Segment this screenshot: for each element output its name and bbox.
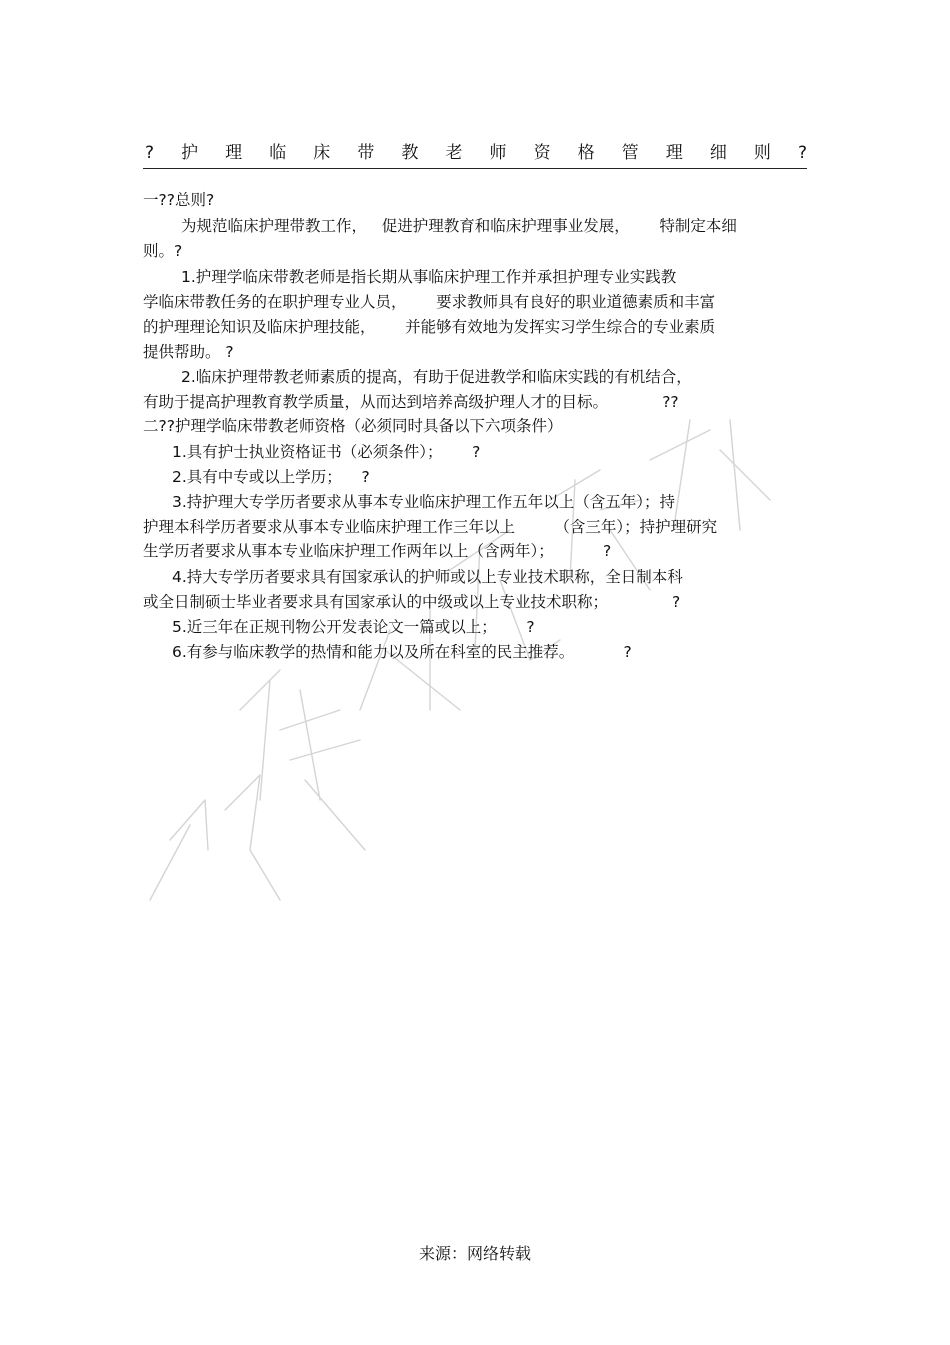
section-heading-general: 一??总则? [143,191,215,209]
title-char: 床 [313,143,331,163]
condition-3-line: 护理本科学历者要求从事本专业临床护理工作三年以上 （含三年）；持护理研究 [143,518,718,536]
condition-3-line: 生学历者要求从事本专业临床护理工作两年以上（含两年）； ? [143,542,612,560]
title-char: 理 [225,143,243,163]
title-char: ? [797,143,807,163]
section-heading-qualifications: 二??护理学临床带教老师资格（必须同时具备以下六项条件） [143,417,563,435]
title-char: 理 [665,143,683,163]
clause-2-line: 2.临床护理带教老师素质的提高，有助于促进教学和临床实践的有机结合， [181,368,692,386]
condition-1: 1.具有护士执业资格证书（必须条件）； ? [172,443,481,461]
condition-6: 6.有参与临床教学的热情和能力以及所在科室的民主推荐。 ? [172,643,632,661]
condition-5: 5.近三年在正规刊物公开发表论文一篇或以上； ? [172,618,535,636]
title-char: 资 [533,143,551,163]
condition-4-line: 4.持大专学历者要求具有国家承认的护师或以上专业技术职称，全日制本科 [172,568,683,586]
title-char: ? [145,143,155,163]
clause-1-line: 的护理理论知识及临床护理技能， 并能够有效地为发挥实习学生综合的专业素质 [143,318,716,336]
title-char: 临 [269,143,287,163]
title-char: 格 [577,143,595,163]
clause-1-line: 1.护理学临床带教老师是指长期从事临床护理工作并承担护理专业实践教 [181,268,677,286]
title-char: 则 [753,143,771,163]
title-char: 管 [621,143,639,163]
condition-3-line: 3.持护理大专学历者要求从事本专业临床护理工作五年以上（含五年）；持 [172,493,676,511]
intro-paragraph-line: 为规范临床护理带教工作， 促进护理教育和临床护理事业发展， 特制定本细 [181,217,737,235]
condition-2: 2.具有中专或以上学历； ? [172,468,370,486]
title-char: 教 [401,143,419,163]
document-title [145,142,807,164]
intro-paragraph-line: 则。? [143,242,183,260]
clause-1-line: 提供帮助。 ? [143,343,234,361]
title-char: 护 [181,143,199,163]
title-char: 老 [445,143,463,163]
title-char: 细 [709,143,727,163]
clause-2-line: 有助于提高护理教育教学质量，从而达到培养高级护理人才的目标。 ?? [143,393,679,411]
clause-1-line: 学临床带教任务的在职护理专业人员， 要求教师具有良好的职业道德素质和丰富 [143,293,716,311]
title-underline [143,168,807,169]
condition-4-line: 或全日制硕士毕业者要求具有国家承认的中级或以上专业技术职称； ? [143,593,681,611]
title-char: 师 [489,143,507,163]
source-footer: 来源：网络转载 [418,1244,531,1263]
title-char: 带 [357,143,375,163]
